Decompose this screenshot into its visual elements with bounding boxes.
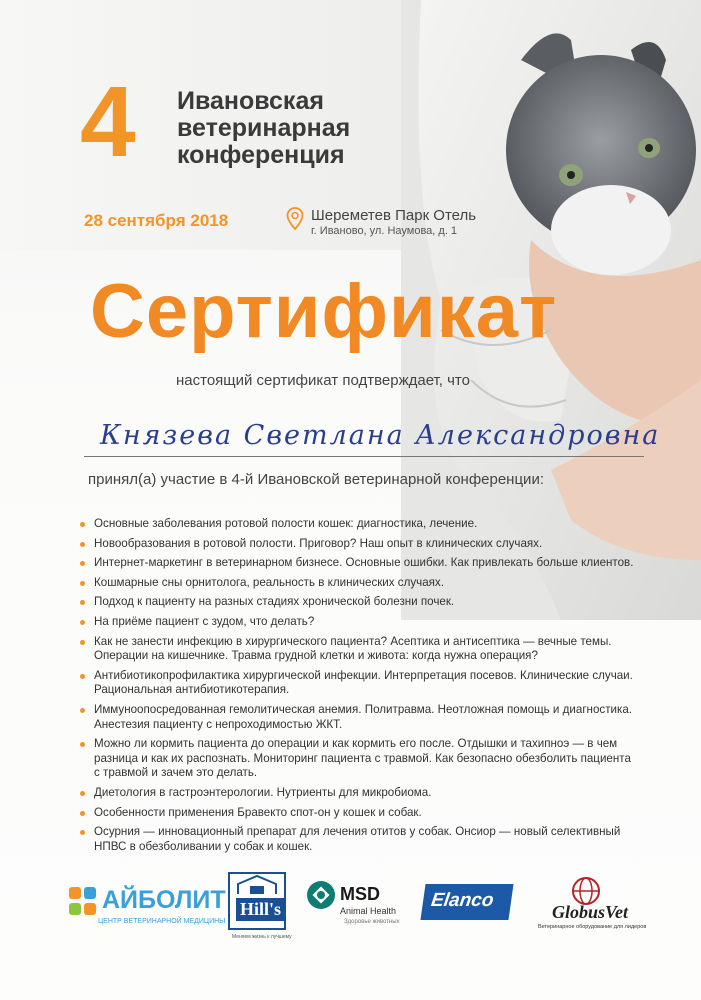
- aibolit-paw-icon: [68, 886, 98, 918]
- conference-number: 4: [80, 66, 136, 178]
- aibolit-tagline: ЦЕНТР ВЕТЕРИНАРНОЙ МЕДИЦИНЫ: [98, 918, 226, 925]
- confirms-text: настоящий сертификат подтверждает, что: [176, 372, 470, 389]
- sponsor-logos: [68, 872, 648, 942]
- conference-title-line-3: конференция: [177, 141, 345, 169]
- topic-item: Особенности применения Бравекто спот-он у кошек и собак.: [78, 806, 638, 821]
- msd-name: MSD: [340, 884, 380, 904]
- msd-subtitle: Animal Health: [340, 906, 397, 916]
- topic-item: Диетология в гастроэнтерологии. Нутриенты для микробиома.: [78, 786, 638, 801]
- msd-logo: [306, 880, 416, 928]
- conference-title-line-2: ветеринарная: [177, 114, 351, 142]
- globusvet-tagline: Ветеринарное оборудование для лидеров: [538, 924, 647, 930]
- hills-tagline: Меняем жизнь к лучшему: [232, 934, 292, 940]
- topic-item: Подход к пациенту на разных стадиях хронической болезни почек.: [78, 595, 638, 610]
- certificate-title: Сертификат: [90, 269, 558, 354]
- hills-logo: [228, 872, 292, 940]
- hills-name: Hill's: [236, 898, 285, 921]
- event-date: 28 сентября 2018: [84, 211, 229, 230]
- elanco-logo: [420, 884, 513, 920]
- name-underline: [84, 456, 644, 457]
- topic-item: Кошмарные сны орнитолога, реальность в клинических случаях.: [78, 576, 638, 591]
- globusvet-name: GlobusVet: [552, 902, 629, 922]
- topic-item: На приёме пациент с зудом, что делать?: [78, 615, 638, 630]
- venue-name: Шереметев Парк Отель: [311, 207, 477, 224]
- topic-item: Можно ли кормить пациента до операции и как кормить его после. Отдышки и тахипноэ — в чем разница и как их распознать. Мониторинг пациента с травмой. Как безопасно обезболить пациента с травмой и зачем это делать.: [78, 737, 638, 781]
- participation-text: принял(а) участие в 4-й Ивановской ветеринарной конференции:: [88, 471, 544, 488]
- topic-item: Как не занести инфекцию в хирургического пациента? Асептика и антисептика — вечные темы. Операции на кишечнике. Травма грудной клетки и живота: когда нужна операция?: [78, 635, 638, 664]
- topic-item: Осурния — инновационный препарат для лечения отитов у собак. Онсиор — новый селективный НПВС в обезболивании у собак и кошек.: [78, 825, 638, 854]
- aibolit-logo: [68, 886, 226, 932]
- elanco-name: Elanco: [429, 890, 495, 911]
- topic-item: Антибиотикопрофилактика хирургической инфекции. Интерпретация посевов. Клинические случаи. Рациональная антибиотикотерапия.: [78, 669, 638, 698]
- location-pin-icon: [286, 207, 304, 231]
- venue-address: г. Иваново, ул. Наумова, д. 1: [311, 225, 458, 237]
- hills-house-icon: [230, 874, 284, 896]
- topic-item: Иммуноопосредованная гемолитическая анемия. Политравма. Неотложная помощь и диагностика. Анестезия пациенту с непроходимостью ЖКТ.: [78, 703, 638, 732]
- recipient-name: Князева Светлана Александровна: [100, 420, 661, 451]
- globusvet-logo: [538, 876, 648, 934]
- aibolit-name: АЙБОЛИТ: [102, 886, 226, 914]
- msd-emblem-icon: [306, 880, 336, 910]
- conference-title-line-1: Ивановская: [177, 87, 324, 115]
- topic-item: Новообразования в ротовой полости. Приговор? Наш опыт в клинических случаях.: [78, 537, 638, 552]
- conference-title: [177, 88, 350, 169]
- topic-item: Основные заболевания ротовой полости кошек: диагностика, лечение.: [78, 517, 638, 532]
- topics-list: [78, 517, 638, 859]
- msd-tagline: Здоровье животных: [344, 919, 400, 925]
- topic-item: Интернет-маркетинг в ветеринарном бизнесе. Основные ошибки. Как привлекать больше клиентов.: [78, 556, 638, 571]
